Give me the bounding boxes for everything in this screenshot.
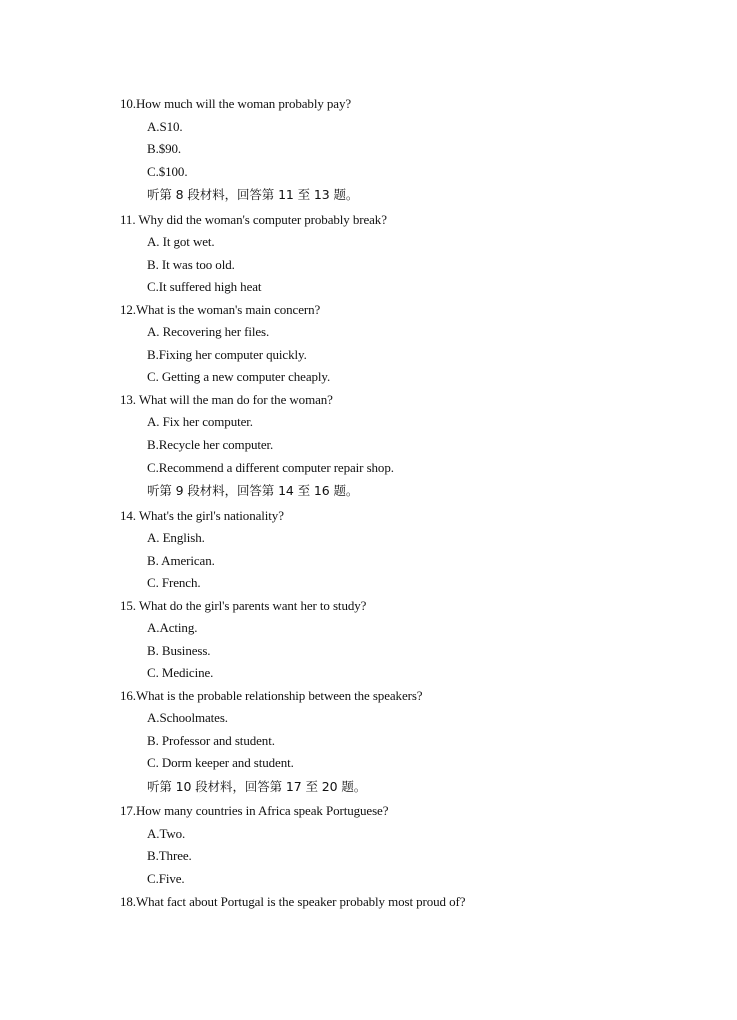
section-instruction-9: 听第 9 段材料，回答第 14 至 16 题。 (147, 483, 359, 498)
option-13-b: B.Recycle her computer. (147, 437, 274, 452)
question-10: 10.How much will the woman probably pay? (120, 96, 352, 111)
option-13-a: A. Fix her computer. (147, 414, 253, 429)
question-13: 13. What will the man do for the woman? (120, 392, 333, 407)
question-11: 11. Why did the woman's computer probably break? (120, 212, 387, 227)
option-17-c: C.Five. (147, 871, 185, 886)
question-14: 14. What's the girl's nationality? (120, 508, 284, 523)
section-instruction-8: 听第 8 段材料，回答第 11 至 13 题。 (147, 187, 359, 202)
option-14-b: B. American. (147, 553, 215, 568)
option-10-c: C.$100. (147, 164, 188, 179)
section-instruction-10: 听第 10 段材料，回答第 17 至 20 题。 (147, 779, 367, 794)
option-12-b: B.Fixing her computer quickly. (147, 347, 307, 362)
option-12-c: C. Getting a new computer cheaply. (147, 369, 331, 384)
option-14-a: A. English. (147, 530, 205, 545)
option-11-b: B. It was too old. (147, 257, 235, 272)
option-14-c: C. French. (147, 575, 201, 590)
question-16: 16.What is the probable relationship between the speakers? (120, 688, 423, 703)
option-16-b: B. Professor and student. (147, 733, 275, 748)
option-13-c: C.Recommend a different computer repair shop. (147, 460, 394, 475)
question-12: 12.What is the woman's main concern? (120, 302, 321, 317)
option-17-b: B.Three. (147, 848, 192, 863)
option-15-a: A.Acting. (147, 620, 198, 635)
option-17-a: A.Two. (147, 826, 186, 841)
option-16-c: C. Dorm keeper and student. (147, 755, 294, 770)
question-15: 15. What do the girl's parents want her to study? (120, 598, 367, 613)
question-17: 17.How many countries in Africa speak Portuguese? (120, 803, 389, 818)
option-11-a: A. It got wet. (147, 234, 215, 249)
option-16-a: A.Schoolmates. (147, 710, 228, 725)
option-15-b: B. Business. (147, 643, 211, 658)
option-10-b: B.$90. (147, 141, 182, 156)
question-18: 18.What fact about Portugal is the speaker probably most proud of? (120, 894, 466, 909)
option-12-a: A. Recovering her files. (147, 324, 270, 339)
option-11-c: C.It suffered high heat (147, 279, 262, 294)
option-10-a: A.S10. (147, 119, 183, 134)
option-15-c: C. Medicine. (147, 665, 214, 680)
